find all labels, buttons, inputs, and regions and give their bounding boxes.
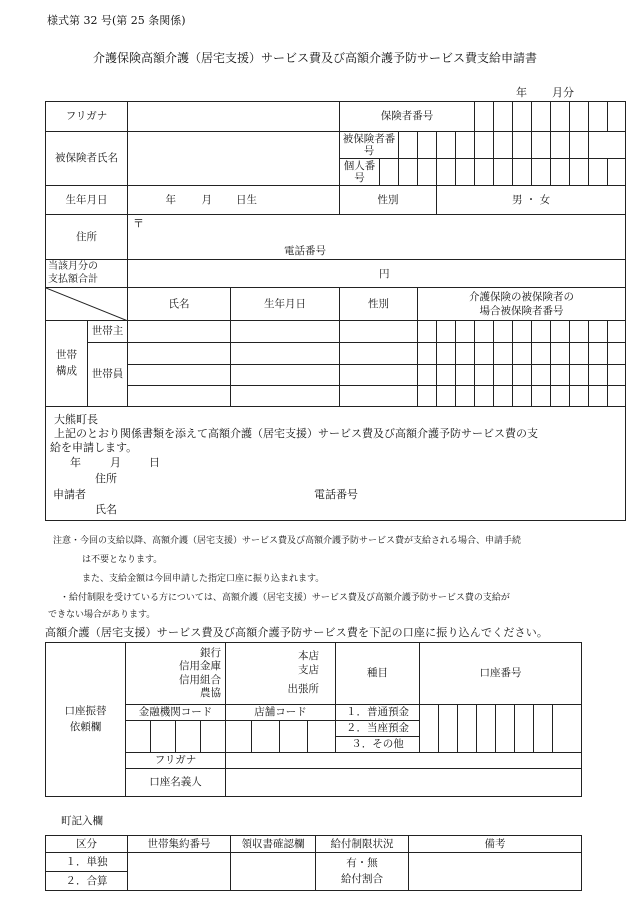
personal-number-digit[interactable] — [494, 159, 513, 186]
applicant-label: 申請者 — [53, 488, 86, 501]
blank-cell — [553, 705, 582, 753]
application-year: 年 — [70, 456, 81, 469]
household-number-digit[interactable] — [570, 343, 589, 365]
diagonal-line — [46, 288, 128, 321]
insured-number-digit[interactable] — [532, 132, 551, 159]
household-number-digit[interactable] — [589, 321, 608, 343]
branch-type-branch: 支店 — [298, 663, 319, 676]
household-number-digit[interactable] — [418, 343, 437, 365]
blank-cell — [589, 132, 626, 159]
form-number: 様式第 32 号(第 25 条関係) — [47, 14, 186, 27]
personal-number-digit[interactable] — [589, 159, 608, 186]
account-type-option-2[interactable]: ２．当座預金 — [336, 721, 420, 737]
insured-number-digit[interactable] — [551, 132, 570, 159]
household-number-digit[interactable] — [494, 321, 513, 343]
birthdate-label: 生年月日 — [46, 186, 128, 215]
household-number-digit[interactable] — [418, 386, 437, 407]
household-number-digit[interactable] — [513, 343, 532, 365]
furigana-field[interactable] — [128, 102, 340, 132]
personal-number-digit[interactable] — [532, 159, 551, 186]
household-number-digit[interactable] — [494, 343, 513, 365]
household-col-gender: 性別 — [340, 288, 418, 321]
household-number-digit[interactable] — [570, 321, 589, 343]
insured-number-digit[interactable] — [570, 132, 589, 159]
postal-mark: 〒 — [133, 217, 145, 230]
household-number-digit[interactable] — [418, 321, 437, 343]
household-head-birthdate[interactable] — [231, 321, 340, 343]
town-col-household: 世帯集約番号 — [128, 836, 231, 853]
birthdate-field[interactable] — [128, 186, 340, 215]
inst-type-shinkumi: 信用組合 — [179, 673, 221, 686]
household-member-name[interactable] — [128, 365, 231, 386]
household-number-digit[interactable] — [532, 365, 551, 386]
furigana-label: フリガナ — [46, 102, 128, 132]
household-number-digit[interactable] — [475, 386, 494, 407]
household-member-birthdate[interactable] — [231, 343, 340, 365]
town-col-restriction: 給付制限状況 — [316, 836, 409, 853]
account-number-label: 口座番号 — [420, 643, 582, 705]
personal-number-digit[interactable] — [551, 159, 570, 186]
blank-cell — [608, 159, 626, 186]
town-col-category: 区分 — [46, 836, 128, 853]
insurer-number-digit[interactable] — [608, 102, 626, 132]
address-field[interactable] — [128, 215, 626, 260]
gender-options[interactable]: 男 ・ 女 — [437, 186, 626, 215]
phone-label: 電話番号 — [284, 245, 327, 257]
branch-code-label: 店舗コード — [226, 705, 336, 721]
town-household-field[interactable] — [128, 853, 231, 891]
town-category-combined[interactable]: ２．合算 — [46, 872, 128, 891]
personal-number-digit[interactable] — [570, 159, 589, 186]
insured-name-field[interactable] — [128, 132, 340, 186]
insurer-number-digit[interactable] — [494, 102, 513, 132]
household-row-label: 世帯 構成 — [46, 321, 88, 407]
household-col-birthdate: 生年月日 — [231, 288, 340, 321]
insurer-number-digit[interactable] — [532, 102, 551, 132]
account-number-digit[interactable] — [439, 705, 458, 753]
account-holder-field[interactable] — [226, 769, 582, 797]
household-member-name[interactable] — [128, 386, 231, 407]
town-category-single[interactable]: １．単独 — [46, 853, 128, 872]
town-yes-no: 有・無 — [346, 857, 378, 870]
town-use-table — [45, 835, 582, 891]
personal-number-label: 個人番号 — [340, 159, 380, 186]
insured-name-label: 被保険者氏名 — [46, 132, 128, 186]
household-number-digit[interactable] — [475, 321, 494, 343]
application-box — [46, 407, 626, 521]
addressee: 大熊町長 — [54, 413, 98, 426]
household-number-digit[interactable] — [551, 343, 570, 365]
household-number-digit[interactable] — [456, 365, 475, 386]
household-number-digit[interactable] — [494, 386, 513, 407]
yen-label: 円 — [379, 268, 390, 280]
application-body-line1: 上記のとおり関係書類を添えて高額介護（居宅支援）サービス費及び高額介護予防サービス費の支 — [54, 427, 538, 440]
branch-code-digit[interactable] — [252, 721, 280, 753]
bank-code-digit[interactable] — [201, 721, 226, 753]
insured-number-digit[interactable] — [399, 132, 418, 159]
bank-heading: 高額介護（居宅支援）サービス費及び高額介護予防サービス費を下記の口座に振り込んでください。 — [45, 626, 549, 639]
branch-code-digit[interactable] — [280, 721, 308, 753]
branch-type-main: 本店 — [298, 650, 319, 663]
note-line5: できない場合があります。 — [48, 610, 156, 620]
household-number-digit[interactable] — [456, 343, 475, 365]
bank-furigana-label: フリガナ — [126, 753, 226, 769]
account-type-option-1[interactable]: １．普通預金 — [336, 705, 420, 721]
household-number-digit[interactable] — [570, 386, 589, 407]
branch-type-cell[interactable] — [226, 643, 336, 705]
bank-code-digit[interactable] — [176, 721, 201, 753]
birth-year-label: 年 — [165, 193, 177, 206]
town-restriction-cell[interactable] — [316, 853, 409, 891]
inst-type-bank: 銀行 — [200, 646, 221, 659]
household-number-digit[interactable] — [608, 321, 626, 343]
household-col-insured-number: 介護保険の被保険者の 場合被保険者番号 — [418, 288, 626, 321]
account-type-option-3[interactable]: ３．その他 — [336, 737, 420, 753]
diagonal-cell — [46, 288, 128, 321]
household-number-digit[interactable] — [475, 365, 494, 386]
inst-type-shinkin: 信用金庫 — [179, 660, 221, 673]
household-number-digit[interactable] — [418, 365, 437, 386]
date-month-label: 月分 — [552, 86, 574, 99]
insured-number-digit[interactable] — [437, 132, 456, 159]
household-number-digit[interactable] — [589, 343, 608, 365]
household-number-digit[interactable] — [532, 343, 551, 365]
insured-number-digit[interactable] — [494, 132, 513, 159]
account-holder-label: 口座名義人 — [126, 769, 226, 797]
application-month: 月 — [110, 456, 121, 469]
insured-number-digit[interactable] — [456, 132, 475, 159]
application-name-label: 氏名 — [95, 503, 117, 516]
insurer-number-digit[interactable] — [570, 102, 589, 132]
household-number-digit[interactable] — [456, 321, 475, 343]
personal-number-digit[interactable] — [399, 159, 418, 186]
account-number-digit[interactable] — [534, 705, 553, 753]
address-label: 住所 — [46, 215, 128, 260]
household-number-digit[interactable] — [551, 321, 570, 343]
bank-code-digit[interactable] — [126, 721, 151, 753]
branch-type-sub: 出張所 — [287, 683, 319, 696]
main-form-table — [45, 101, 626, 521]
household-member-label: 世帯員 — [88, 343, 128, 407]
note-line1: 注意・今回の支給以降、高額介護（居宅支援）サービス費及び高額介護予防サービス費が支給される場合、申請手続 — [53, 536, 522, 546]
application-day: 日 — [149, 456, 160, 469]
household-number-digit[interactable] — [608, 386, 626, 407]
insurer-number-digit[interactable] — [551, 102, 570, 132]
insurer-number-digit[interactable] — [513, 102, 532, 132]
institution-type-cell[interactable] — [126, 643, 226, 705]
household-head-name[interactable] — [128, 321, 231, 343]
account-number-digit[interactable] — [477, 705, 496, 753]
application-phone-label: 電話番号 — [314, 488, 358, 501]
household-number-digit[interactable] — [513, 321, 532, 343]
household-number-digit[interactable] — [513, 365, 532, 386]
insured-number-digit[interactable] — [418, 132, 437, 159]
personal-number-digit[interactable] — [437, 159, 456, 186]
account-number-digit[interactable] — [458, 705, 477, 753]
gender-label: 性別 — [340, 186, 437, 215]
household-number-digit[interactable] — [570, 365, 589, 386]
account-number-digit[interactable] — [496, 705, 515, 753]
birth-day-label: 日生 — [236, 193, 258, 206]
town-benefit-ratio: 給付割合 — [341, 872, 383, 885]
household-member-name[interactable] — [128, 343, 231, 365]
town-heading: 町記入欄 — [61, 815, 103, 827]
date-year-label: 年 — [516, 86, 527, 99]
insurer-number-digit[interactable] — [589, 102, 608, 132]
household-member-gender[interactable] — [340, 365, 418, 386]
household-number-digit[interactable] — [608, 365, 626, 386]
note-line2: は不要となります。 — [82, 555, 163, 565]
application-address-label: 住所 — [95, 472, 117, 485]
household-number-digit[interactable] — [532, 321, 551, 343]
household-number-digit[interactable] — [608, 343, 626, 365]
bank-code-digit[interactable] — [151, 721, 176, 753]
account-number-digit[interactable] — [420, 705, 439, 753]
personal-number-digit[interactable] — [456, 159, 475, 186]
household-number-digit[interactable] — [532, 386, 551, 407]
inst-type-nokyo: 農協 — [200, 686, 221, 699]
birth-month-label: 月 — [201, 193, 213, 206]
household-col-name: 氏名 — [128, 288, 231, 321]
household-member-gender[interactable] — [340, 343, 418, 365]
insured-number-digit[interactable] — [475, 132, 494, 159]
household-member-birthdate[interactable] — [231, 386, 340, 407]
personal-number-digit[interactable] — [380, 159, 399, 186]
application-body-line2: 給を申請します。 — [50, 441, 138, 454]
bank-transfer-table — [45, 642, 582, 797]
household-number-digit[interactable] — [437, 386, 456, 407]
town-receipt-field[interactable] — [231, 853, 316, 891]
household-member-gender[interactable] — [340, 386, 418, 407]
account-number-digit[interactable] — [515, 705, 534, 753]
personal-number-digit[interactable] — [513, 159, 532, 186]
household-member-birthdate[interactable] — [231, 365, 340, 386]
account-type-label: 種目 — [336, 643, 420, 705]
household-head-gender[interactable] — [340, 321, 418, 343]
town-remarks-field[interactable] — [409, 853, 582, 891]
note-line4: ・給付制限を受けている方については、高額介護（居宅支援）サービス費及び高額介護予防サービス費の支給が — [60, 593, 510, 603]
household-number-digit[interactable] — [589, 365, 608, 386]
monthly-total-label: 当該月分の 支払額合計 — [46, 260, 128, 288]
household-number-digit[interactable] — [494, 365, 513, 386]
branch-code-digit[interactable] — [308, 721, 336, 753]
insurer-number-label: 保険者番号 — [340, 102, 475, 132]
bank-side-label: 口座振替 依頼欄 — [46, 643, 126, 797]
branch-code-digit[interactable] — [226, 721, 252, 753]
town-col-remarks: 備考 — [409, 836, 582, 853]
household-number-digit[interactable] — [551, 386, 570, 407]
town-col-receipt: 領収書確認欄 — [231, 836, 316, 853]
monthly-total-field[interactable] — [128, 260, 626, 288]
bank-furigana-field[interactable] — [226, 753, 582, 769]
household-number-digit[interactable] — [456, 386, 475, 407]
insured-number-digit[interactable] — [513, 132, 532, 159]
household-number-digit[interactable] — [551, 365, 570, 386]
household-head-label: 世帯主 — [88, 321, 128, 343]
household-number-digit[interactable] — [437, 365, 456, 386]
household-number-digit[interactable] — [513, 386, 532, 407]
note-line3: また、支給金額は今回申請した指定口座に振り込まれます。 — [82, 574, 325, 584]
household-number-digit[interactable] — [437, 343, 456, 365]
insured-number-label: 被保険者番号 — [340, 132, 399, 159]
household-number-digit[interactable] — [437, 321, 456, 343]
form-title: 介護保険高額介護（居宅支援）サービス費及び高額介護予防サービス費支給申請書 — [92, 51, 537, 65]
personal-number-digit[interactable] — [475, 159, 494, 186]
bank-code-label: 金融機関コード — [126, 705, 226, 721]
household-number-digit[interactable] — [589, 386, 608, 407]
personal-number-digit[interactable] — [418, 159, 437, 186]
insurer-number-digit[interactable] — [475, 102, 494, 132]
household-number-digit[interactable] — [475, 343, 494, 365]
